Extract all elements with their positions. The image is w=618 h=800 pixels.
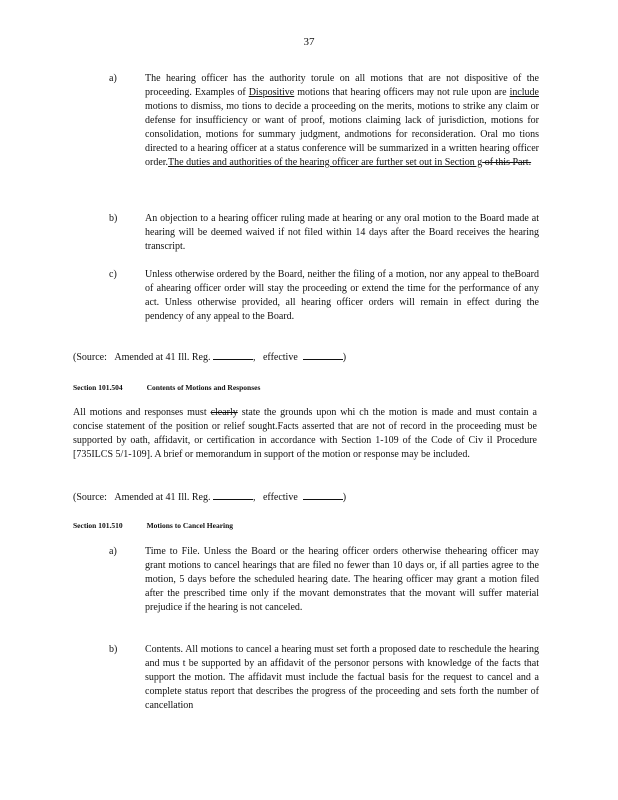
list-item-b xyxy=(109,643,539,713)
section-body xyxy=(73,406,537,462)
source-prefix: (Source: xyxy=(73,492,107,503)
list-item-a xyxy=(109,72,539,170)
item-text: Contents. All motions to cancel a hearing must set forth a proposed date to reschedule the hearing and mus t be supported by an affidavit of the personor persons with knowledge of the facts that support the motion. The affidavit must include the factual basis for the request to cancel and a complete status report that describes the progress of the proceeding and sets forth the number of cancellation xyxy=(145,644,539,711)
section-heading xyxy=(73,382,537,394)
item-label: c) xyxy=(109,269,117,280)
item-text: Time to File. Unless the Board or the hearing officer orders otherwise thehearing officer may grant motions to cancel hearings that are filed no fewer than 10 days or, if all parties agree to the motion, 5 days before the scheduled hearing date. The hearing officer may grant a motion filed after the prescribed time only if the movant demonstrates that the movant will suffer material prejudice if the hearing is not canceled. xyxy=(145,546,539,613)
source-suffix: ) xyxy=(342,352,347,363)
deleted-text: of this Part. xyxy=(482,157,532,168)
list-item-a xyxy=(109,545,539,615)
item-label: a) xyxy=(109,73,117,84)
inserted-text: Dispositive xyxy=(248,87,295,98)
page-number: 37 xyxy=(303,36,315,48)
section-heading xyxy=(73,520,537,532)
item-label: b) xyxy=(109,644,118,655)
item-text: Unless otherwise ordered by the Board, neither the filing of a motion, nor any appeal to theBoard of ahearing officer order will stay the proceeding or extend the time for the performance of any act. Unless otherwise provided, all hearing officer orders will remain in effect during the pendency of any appeal to the Board. xyxy=(145,269,539,322)
section-title: Motions to Cancel Hearing xyxy=(146,521,234,530)
inserted-text: include xyxy=(509,87,539,98)
source-amended: Amended at 41 Ill. Reg. xyxy=(114,352,211,363)
text-run: motions to dismiss, mo tions to decide a proceeding on the merits, motions to strike any claim or defense for insufficiency or want of proof, motions claiming lack of jurisdiction, motions for consolidation, motions for summary judgment, andmotions for reconsideration. Oral mo tions directed to a hearing officer at a status conference will be summarized in a written hearing officer order. xyxy=(145,101,539,168)
list-item-c xyxy=(109,268,539,324)
source-suffix: ) xyxy=(342,492,347,503)
item-label: a) xyxy=(109,546,117,557)
item-label: b) xyxy=(109,213,118,224)
section-number: Section 101.504 xyxy=(73,383,123,392)
blank-line xyxy=(213,350,253,360)
source-prefix: (Source: xyxy=(73,352,107,363)
text-run: All motions and responses must xyxy=(73,407,211,418)
item-text: An objection to a hearing officer ruling made at hearing or any oral motion to the Board made at hearing will be deemed waived if not filed within 14 days after the Board receives the hearing transcript. xyxy=(145,213,539,252)
text-run: motions that hearing officers may not rule upon are xyxy=(294,87,510,98)
section-title: Contents of Motions and Responses xyxy=(146,383,261,392)
source-effective: effective xyxy=(262,492,298,503)
item-text xyxy=(145,72,539,170)
inserted-text: The duties and authorities of the hearing officer are further set out in Section g xyxy=(168,157,483,168)
blank-line xyxy=(213,490,253,500)
blank-line xyxy=(303,490,343,500)
source-effective: effective xyxy=(262,352,298,363)
list-item-b xyxy=(109,212,539,254)
deleted-text: clearly xyxy=(210,407,238,418)
text-run: state the grounds upon whi ch the motion is made and must contain a concise statement of the position or relief sought.Facts asserted that are not of record in the proceeding must be supported by oath, affidavit, or certification in accordance with Section 1-109 of the Code of Civ il Procedure [735ILCS 5/1-109]. A brief or memorandum in support of the motion or response may be included. xyxy=(73,407,537,460)
source-amended: Amended at 41 Ill. Reg. xyxy=(114,492,211,503)
source-note: (Source: Amended at 41 Ill. Reg. , effective ) xyxy=(73,352,347,363)
text-run: The hearing officer has the authority torule on all motions that are not dispositive of the proceeding. Examples of xyxy=(145,73,539,98)
source-note: (Source: Amended at 41 Ill. Reg. , effective ) xyxy=(73,492,347,503)
section-number: Section 101.510 xyxy=(73,521,123,530)
blank-line xyxy=(303,350,343,360)
